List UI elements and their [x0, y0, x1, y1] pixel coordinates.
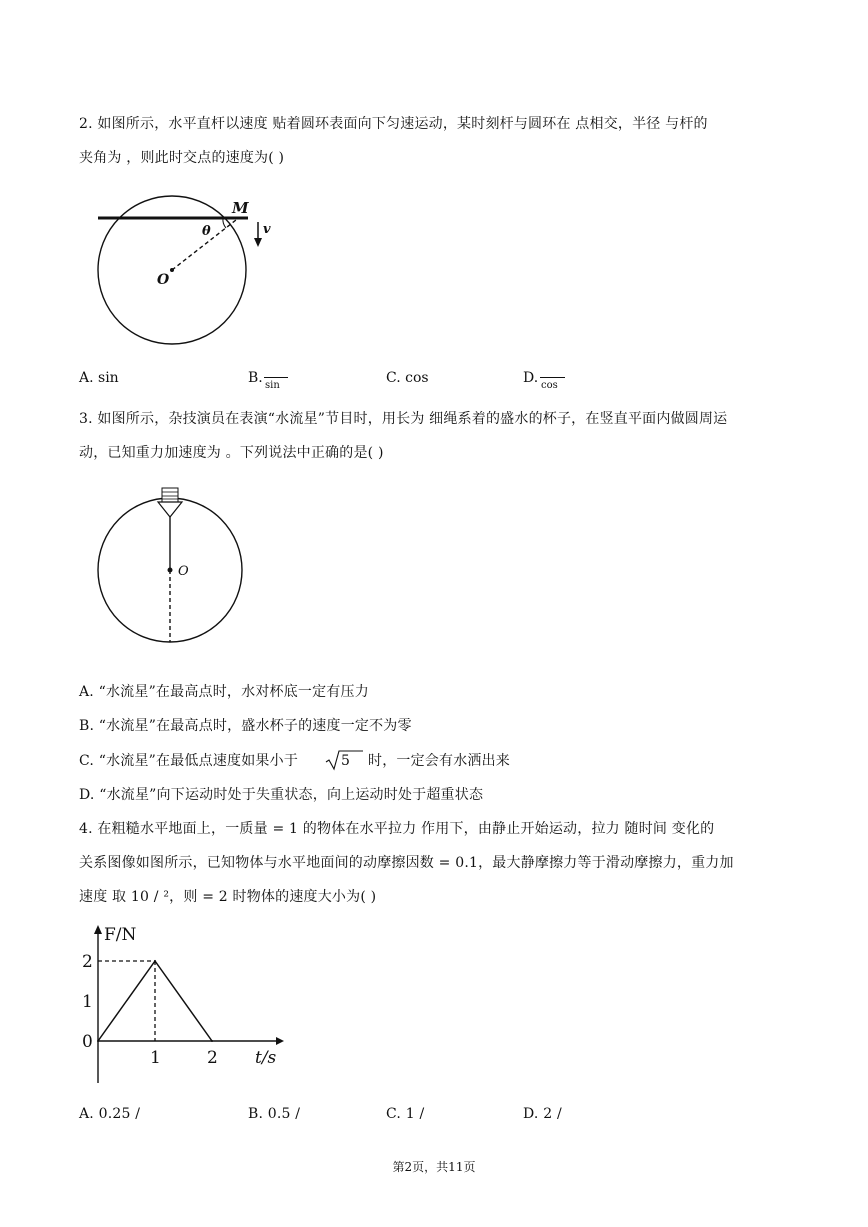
q4-stem-line2: 关系图像如图所示，已知物体与水平地面间的动摩擦因数 = 0.1，最大静摩擦力等于滑动摩擦力，重力加 — [79, 855, 734, 871]
label-theta: θ — [202, 224, 211, 239]
q2-option-b-prefix: B. — [248, 370, 263, 386]
cup-holder — [158, 502, 182, 517]
label-o: O — [157, 272, 170, 288]
cup — [162, 488, 178, 502]
q4-option-b: B. 0.5 / — [248, 1106, 301, 1122]
q2-option-c: C. cos — [386, 370, 429, 386]
q4-option-c: C. 1 / — [386, 1106, 425, 1122]
label-m: M — [232, 199, 249, 217]
q2-stem-line1: 2. 如图所示，水平直杆以速度 贴着圆环表面向下匀速运动，某时刻杆与圆环在 点相交，半径 与杆的 — [79, 116, 708, 132]
x-axis-arrow — [276, 1037, 284, 1045]
center-point — [168, 568, 173, 573]
y-axis-label: F/N — [104, 925, 137, 945]
y-tick-label: 2 — [82, 952, 93, 972]
q2-figure — [95, 195, 271, 350]
label-v: v — [263, 222, 271, 237]
x-tick-label: 2 — [207, 1048, 218, 1068]
q2-option-d-prefix: D. — [523, 370, 539, 386]
center-point — [170, 268, 174, 272]
q3-stem-line1: 3. 如图所示，杂技演员在表演“水流星”节目时，用长为 细绳系着的盛水的杯子，在竖直平面内做圆周运 — [79, 411, 728, 427]
velocity-arrow-head — [254, 238, 262, 247]
q2-option-d-denominator: cos — [541, 380, 558, 391]
q4-option-a: A. 0.25 / — [79, 1106, 141, 1122]
q3-option-c-suffix: 时，一定会有水洒出来 — [368, 753, 510, 769]
q3-option-a: A. “水流星”在最高点时，水对杯底一定有压力 — [79, 684, 369, 700]
q3-option-b: B. “水流星”在最高点时，盛水杯子的速度一定不为零 — [79, 718, 412, 734]
force-time-chart — [78, 920, 288, 1090]
q2-option-d-fraction-bar — [540, 377, 565, 378]
x-tick-label: 1 — [150, 1048, 161, 1068]
q3-option-c-radicand: 5 — [341, 753, 351, 769]
q2-stem-line2: 夹角为 ，则此时交点的速度为( ) — [79, 150, 285, 166]
page-footer: 第2页，共11页 — [392, 1160, 476, 1174]
x-axis-label: t/s — [255, 1048, 277, 1068]
data-point — [97, 1040, 99, 1042]
q3-stem-line2: 动，已知重力加速度为 。下列说法中正确的是( ) — [79, 445, 384, 461]
series-line — [98, 961, 212, 1041]
y-axis-arrow — [94, 925, 102, 934]
q4-option-d: D. 2 / — [523, 1106, 562, 1122]
q3-option-c-prefix: C. “水流星”在最低点速度如果小于 — [79, 753, 299, 769]
q3-figure — [95, 485, 245, 645]
y-tick-label: 1 — [82, 992, 93, 1012]
label-o: O — [178, 564, 189, 579]
origin-label: 0 — [82, 1032, 93, 1052]
q4-stem-line3: 速度 取 10 / ²，则 = 2 时物体的速度大小为( ) — [79, 889, 377, 905]
q2-option-b-denominator: sin — [265, 380, 280, 391]
data-point — [211, 1040, 213, 1042]
q3-option-d: D. “水流星”向下运动时处于失重状态，向上运动时处于超重状态 — [79, 787, 484, 803]
q2-option-b-fraction-bar — [264, 377, 288, 378]
q4-stem-line1: 4. 在粗糙水平地面上，一质量 = 1 的物体在水平拉力 作用下，由静止开始运动，拉力 随时间 变化的 — [79, 821, 715, 837]
q2-option-a: A. sin — [79, 370, 119, 386]
